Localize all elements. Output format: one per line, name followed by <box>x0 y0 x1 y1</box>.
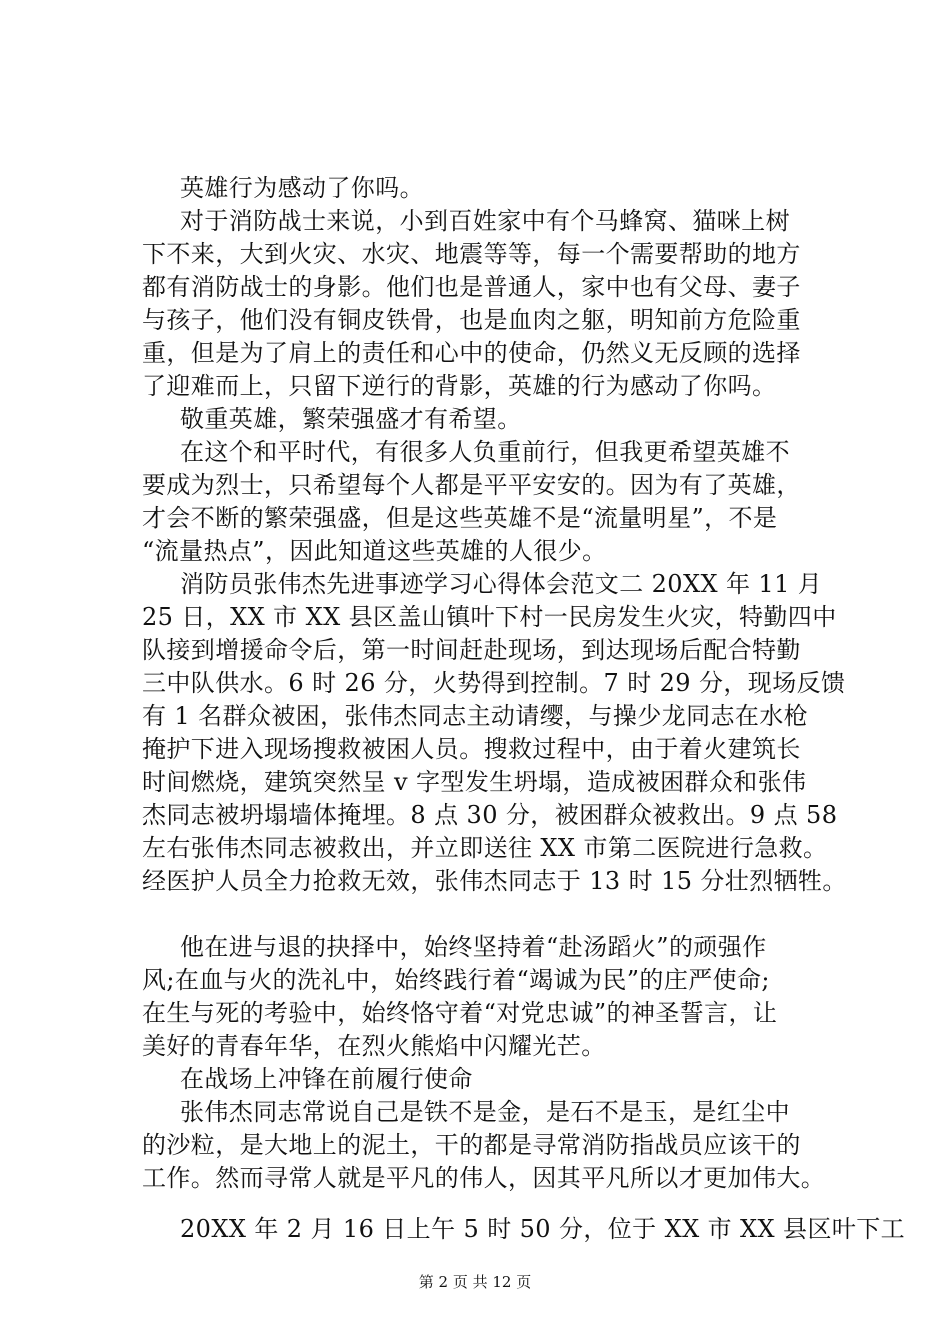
paragraph-line: 张伟杰同志常说自己是铁不是金，是石不是玉，是红尘中 <box>180 1098 790 1126</box>
paragraph-line: 工作。然而寻常人就是平凡的伟人，因其平凡所以才更加伟大。 <box>142 1164 826 1192</box>
paragraph-line: 下不来，大到火灾、水灾、地震等等，每一个需要帮助的地方 <box>142 240 801 268</box>
paragraph-line: 20XX 年 2 月 16 日上午 5 时 50 分，位于 XX 市 XX 县区叶下工 <box>180 1215 906 1243</box>
paragraph-line: 的沙粒，是大地上的泥土，干的都是寻常消防指战员应该干的 <box>142 1131 801 1159</box>
paragraph-line: 三中队供水。6 时 26 分，火势得到控制。7 时 29 分，现场反馈 <box>142 669 846 697</box>
paragraph-line: 要成为烈士，只希望每个人都是平平安安的。因为有了英雄， <box>142 471 801 499</box>
paragraph-line: 在这个和平时代，有很多人负重前行，但我更希望英雄不 <box>180 438 790 466</box>
paragraph-line: 都有消防战士的身影。他们也是普通人，家中也有父母、妻子 <box>142 273 801 301</box>
paragraph-line: 时间燃烧，建筑突然呈 v 字型发生坍塌，造成被困群众和张伟 <box>142 768 807 796</box>
paragraph-line: 队接到增援命令后，第一时间赶赴现场，到达现场后配合特勤 <box>142 636 801 664</box>
paragraph-line: 对于消防战士来说，小到百姓家中有个马蜂窝、猫咪上树 <box>180 207 790 235</box>
paragraph-line: 与孩子，他们没有铜皮铁骨，也是血肉之躯，明知前方危险重 <box>142 306 801 334</box>
paragraph-line: 在生与死的考验中，始终恪守着“对党忠诚”的神圣誓言，让 <box>142 999 778 1027</box>
paragraph-line: “流量热点”，因此知道这些英雄的人很少。 <box>142 537 607 565</box>
paragraph-line: 消防员张伟杰先进事迹学习心得体会范文二 20XX 年 11 月 <box>180 570 823 598</box>
paragraph-line: 经医护人员全力抢救无效，张伟杰同志于 13 时 15 分壮烈牺牲。 <box>142 867 847 895</box>
paragraph-line: 了迎难而上，只留下逆行的背影，英雄的行为感动了你吗。 <box>142 372 777 400</box>
paragraph-line: 才会不断的繁荣强盛，但是这些英雄不是“流量明星”，不是 <box>142 504 778 532</box>
paragraph-line: 敬重英雄，繁荣强盛才有希望。 <box>180 405 522 433</box>
paragraph-line: 杰同志被坍塌墙体掩埋。8 点 30 分，被困群众被救出。9 点 58 <box>142 801 838 829</box>
paragraph-line: 风;在血与火的洗礼中，始终践行着“竭诚为民”的庄严使命; <box>142 966 770 994</box>
paragraph-line: 左右张伟杰同志被救出，并立即送往 XX 市第二医院进行急救。 <box>142 834 828 862</box>
paragraph-line: 重，但是为了肩上的责任和心中的使命，仍然义无反顾的选择 <box>142 339 801 367</box>
paragraph-line: 有 1 名群众被困，张伟杰同志主动请缨，与操少龙同志在水枪 <box>142 702 809 730</box>
paragraph-line: 他在进与退的抉择中，始终坚持着“赴汤蹈火”的顽强作 <box>180 933 767 961</box>
page-number-footer: 第 2 页 共 12 页 <box>418 1273 532 1291</box>
paragraph-line: 在战场上冲锋在前履行使命 <box>180 1065 473 1093</box>
paragraph-line: 英雄行为感动了你吗。 <box>180 174 424 202</box>
paragraph-line: 掩护下进入现场搜救被困人员。搜救过程中，由于着火建筑长 <box>142 735 801 763</box>
paragraph-line: 25 日，XX 市 XX 县区盖山镇叶下村一民房发生火灾，特勤四中 <box>142 603 837 631</box>
paragraph-line: 美好的青春年华，在烈火熊焰中闪耀光芒。 <box>142 1032 606 1060</box>
